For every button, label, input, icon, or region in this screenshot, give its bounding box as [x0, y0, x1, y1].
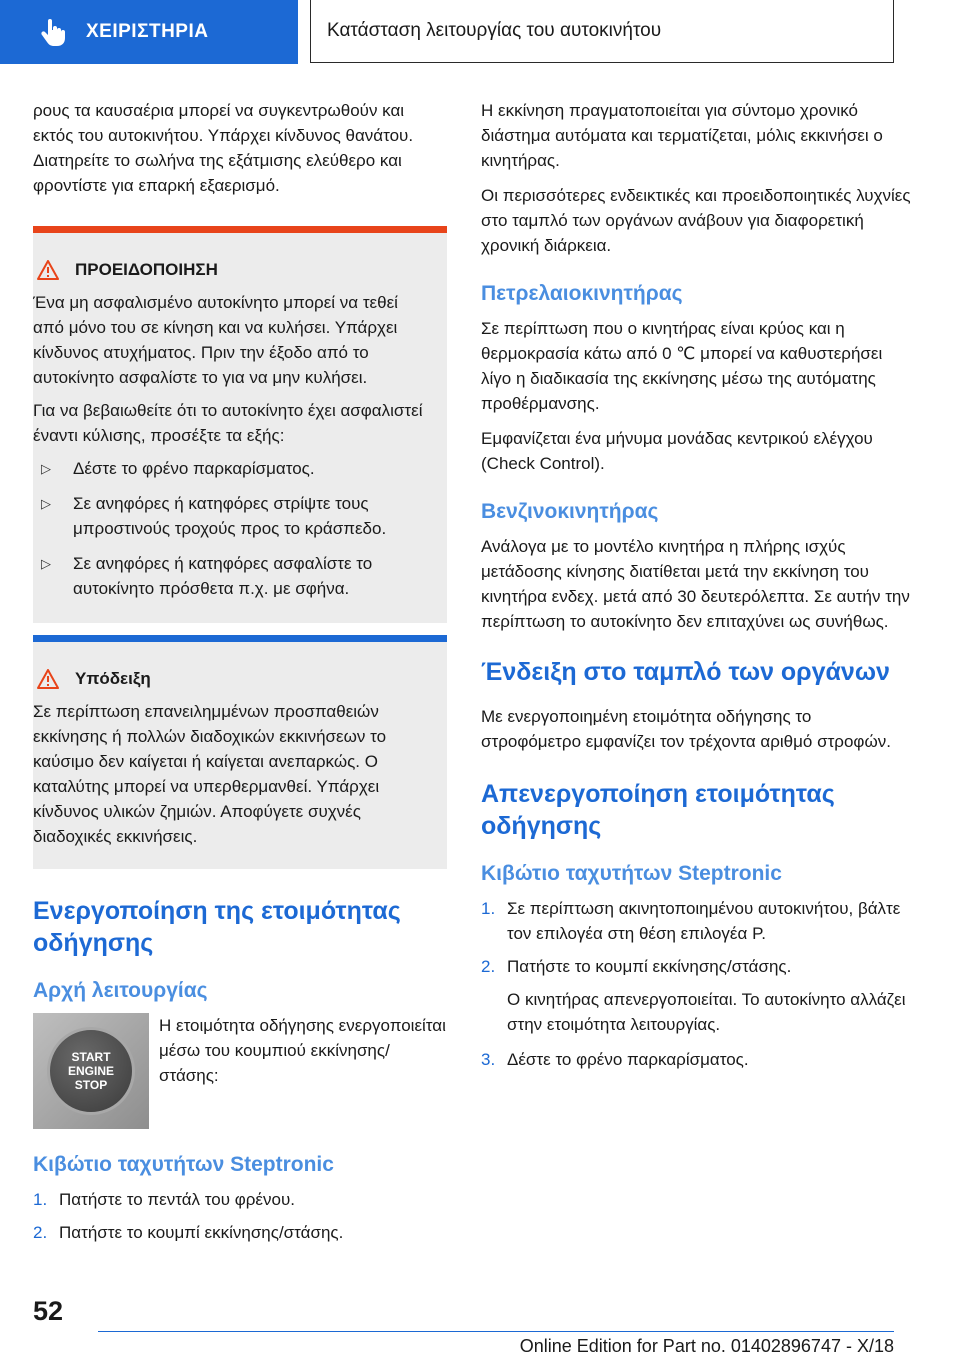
- list-item: 2. Πατήστε το κουμπί εκκίνησης/στάσης.: [481, 957, 792, 976]
- principle-text: Η ετοιμότητα οδήγησης ενεργοποιείται μέσω του κουμπιού εκκίνησης/στάσης:: [159, 1016, 446, 1085]
- paragraph: Οι περισσότερες ενδεικτικές και προειδοποιητικές λυχνίες στο ταμπλό των οργάνων ανάβουν για διαφορετική χρονική διάρκεια.: [481, 186, 911, 255]
- warning-text: Ένα μη ασφαλισμένο αυτοκίνητο μπορεί να τεθεί από μόνο του σε κίνηση και να κυλήσει. Υπάρχει κίνδυνος ατυχήματος. Πριν την έξοδο από το αυτοκίνητο ασφαλίστε το για να μην κυλήσει.: [33, 293, 398, 387]
- left-column: [33, 98, 447, 1253]
- chapter-tab[interactable]: [0, 0, 298, 64]
- intro-paragraph: ρους τα καυσαέρια μπορεί να συγκεντρωθούν και εκτός του αυτοκινήτου. Υπάρχει κίνδυνος θανάτου. Διατηρείτε το σωλήνα της εξάτμισης ελεύθερο και φροντίστε για επαρκή εξαερισμό.: [33, 101, 414, 195]
- list-item: 1. Σε περίπτωση ακινητοποιημένου αυτοκινήτου, βάλτε τον επιλογέα στη θέση επιλογέα P.: [481, 899, 901, 943]
- paragraph: Με ενεργοποιημένη ετοιμότητα οδήγησης το στροφόμετρο εμφανίζει τον τρέχοντα αριθμό στροφών.: [481, 707, 891, 751]
- subsection-heading: Κιβώτιο ταχυτήτων Steptronic: [33, 1153, 334, 1176]
- paragraph: Η εκκίνηση πραγματοποιείται για σύντομο χρονικό διάστημα αυτόματα και τερματίζεται, μόλις εκκινήσει ο κινητήρας.: [481, 101, 883, 170]
- section-heading: Ένδειξη στο ταμπλό των οργάνων: [481, 658, 890, 686]
- subsection-heading: Αρχή λειτουργίας: [33, 979, 208, 1002]
- section-heading: Απενεργοποίηση ετοιμότητας οδήγησης: [481, 780, 835, 840]
- paragraph: Εμφανίζεται ένα μήνυμα μονάδας κεντρικού ελέγχου (Check Control).: [481, 429, 873, 473]
- hand-pointer-icon: [40, 18, 66, 46]
- warning-title: [33, 257, 433, 282]
- subsection-heading: Πετρελαιοκινητήρας: [481, 282, 683, 305]
- start-engine-button-image: [33, 1013, 149, 1129]
- caution-triangle-icon: [37, 669, 59, 689]
- warning-list: [33, 456, 433, 601]
- list-item: ▷ Δέστε το φρένο παρκαρίσματος.: [33, 456, 433, 481]
- steps-list: [33, 1187, 447, 1245]
- list-item: ▷ Σε ανηφόρες ή κατηφόρες στρίψτε τους μπροστινούς τροχούς προς το κράσπεδο.: [33, 491, 433, 541]
- chapter-title: ΧΕΙΡΙΣΤΗΡΙΑ: [86, 21, 209, 42]
- bullet-triangle-icon: ▷: [41, 496, 51, 511]
- footer-edition: Online Edition for Part no. 01402896747 - X/18: [519, 1336, 894, 1356]
- note-title: [33, 666, 433, 691]
- warning-triangle-icon: [37, 260, 59, 280]
- note-box: [33, 635, 447, 869]
- paragraph: Ανάλογα με το μοντέλο κινητήρα η πλήρης ισχύς μετάδοσης κίνησης διατίθεται μετά την εκκίνηση του κινητήρα ενδεχ. μετά από 30 δευτερόλεπτα. Σε αυτήν την περίπτωση το αυτοκίνητο δεν επιταχύνει ως συνήθως.: [481, 537, 910, 631]
- warning-text: Για να βεβαιωθείτε ότι το αυτοκίνητο έχει ασφαλιστεί έναντι κύλισης, προσέξτε τα εξής:: [33, 401, 423, 445]
- note-text: Σε περίπτωση επανειλημμένων προσπαθειών εκκίνησης ή πολλών διαδοχικών εκκινήσεων το καύσιμο δεν καίγεται ή καίγεται ανεπαρκώς. Ο καταλύτης μπορεί να υπερθερμανθεί. Υπάρχει κίνδυνος υλικών ζημιών. Αποφύγετε συχνές διαδοχικές εκκινήσεις.: [33, 702, 387, 846]
- bullet-triangle-icon: ▷: [41, 461, 51, 476]
- warning-box: [33, 226, 447, 623]
- list-item: 2. Πατήστε το κουμπί εκκίνησης/στάσης.: [33, 1223, 344, 1242]
- steps-list: [481, 896, 911, 979]
- list-item: ▷ Σε ανηφόρες ή κατηφόρες ασφαλίστε το αυτοκίνητο πρόσθετα π.χ. με σφήνα.: [33, 551, 433, 601]
- steps-list: [481, 1047, 911, 1072]
- paragraph: Σε περίπτωση που ο κινητήρας είναι κρύος και η θερμοκρασία κάτω από 0 ℃ μπορεί να καθυστερήσει λίγο η διαδικασία της εκκίνησης μέσω της αυτόματης προθέρμανσης.: [481, 319, 883, 413]
- section-heading: Ενεργοποίηση της ετοιμότητας οδήγησης: [33, 897, 401, 957]
- right-column: [481, 98, 911, 1080]
- warning-title-text: ΠΡΟΕΙΔΟΠΟΙΗΣΗ: [75, 260, 218, 279]
- principle-row: [33, 1013, 447, 1129]
- page-number: 52: [33, 1296, 64, 1326]
- list-item: 1. Πατήστε το πεντάλ του φρένου.: [33, 1190, 295, 1209]
- bullet-triangle-icon: ▷: [41, 556, 51, 571]
- step-result: Ο κινητήρας απενεργοποιείται. Το αυτοκίνητο αλλάζει στην ετοιμότητα λειτουργίας.: [507, 990, 906, 1034]
- list-item: 3. Δέστε το φρένο παρκαρίσματος.: [481, 1050, 749, 1069]
- subsection-heading: Βενζινοκινητήρας: [481, 500, 659, 523]
- subsection-heading: Κιβώτιο ταχυτήτων Steptronic: [481, 862, 782, 885]
- start-stop-button-illustration: START ENGINE STOP: [47, 1027, 135, 1115]
- note-title-text: Υπόδειξη: [75, 669, 151, 688]
- section-title: Κατάσταση λειτουργίας του αυτοκινήτου: [310, 0, 894, 63]
- footer-divider: [98, 1331, 894, 1332]
